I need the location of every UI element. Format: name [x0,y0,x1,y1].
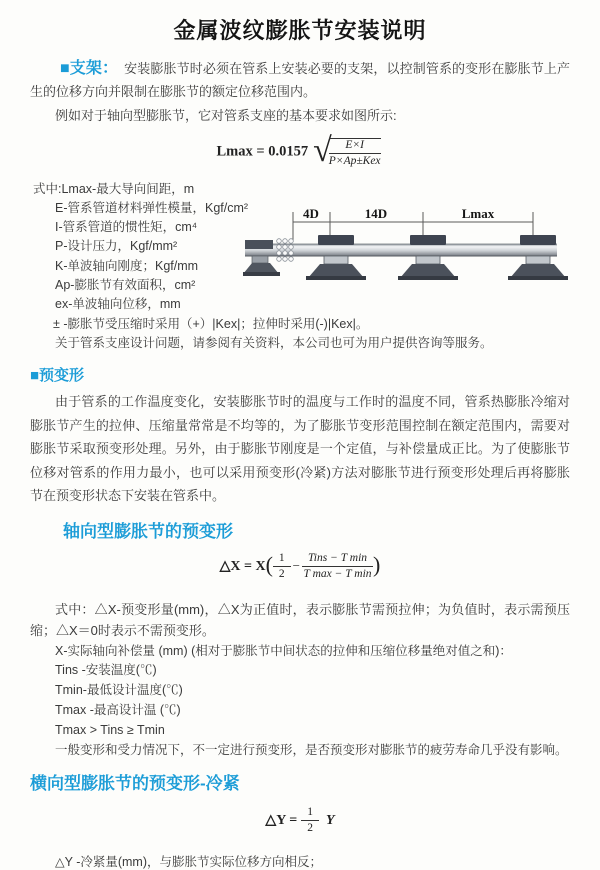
lmax-fraction-denominator: P×Ap±Kex [328,154,381,167]
support-example-text: 例如对于轴向型膨胀节，它对管系支座的基本要求如图所示: [55,108,397,123]
lateral-formula-lhs: △Y = [265,813,298,829]
support-intro-text: 安装膨胀节时必须在管系上安装必要的支架，以控制管系的变形在膨胀节上产生的位移方向并限制在膨胀节的额定位移范围内。 [30,61,570,99]
guide-support [306,235,366,280]
definition-line: Tmax > Tins ≥ Tmin [55,722,165,737]
lmax-formula-fraction [329,138,381,168]
guide-support [398,235,458,280]
definition-line: Tmin-最低设计温度(℃) [55,683,183,698]
document-content [0,14,600,870]
definition-line: P-设计压力，Kgf/mm² [55,239,178,254]
definition-line: Tmax -最高设计温 (℃) [55,703,181,718]
minus-operator: − [292,558,301,574]
axial-formula-explanation: 式中：△X-预变形量(mm)，△X为正值时，表示膨胀节需预拉伸；为负值时，表示需预压缩；△X＝0时表示不需预变形。 [30,601,570,639]
definition-line: ex-单波轴向位移，mm [55,297,181,312]
document-page [0,14,600,870]
definition-line: X-实际轴向补偿量 (mm) (相对于膨胀节中间状态的拉伸和压缩位移量绝对值之和)： [55,643,512,658]
support-section-label: ■支架： [60,60,119,77]
definition-line: 式中:Lmax-最大导向间距，m [33,181,195,196]
radical-icon: √ [313,131,332,169]
preform-body-text: 由于管系的工作温度变化，安装膨胀节时的温度与工作时的温度不同，管系热膨胀冷缩对膨胀节产生的拉伸、压缩量常常是不均等的，为了膨胀节变形范围控制在额定范围内，需要对膨胀节采取预变形处理。另外，由于膨胀节刚度是一个定值，与补偿量成正比。为了使膨胀节位移对管系的作用力最小，也可以采用预变形(冷紧)方法对膨胀节进行预变形处理后再将膨胀节在预变形状态下安装在管系中。 [30,394,570,504]
axial-closing-note: 一般变形和受力情况下，不一定进行预变形，是否预变形对膨胀节的疲劳寿命几乎没有影响。 [55,742,568,757]
lateral-preform-heading: 横向型膨胀节的预变形-冷紧 [30,774,240,794]
one-half-fraction [273,552,291,581]
pipe-support-diagram [243,204,595,299]
half-denominator: 2 [278,567,285,580]
lateral-half-denominator: 2 [307,822,314,835]
axial-formula-lhs: △X = X [219,558,266,574]
definition-line: Tins -安装温度(℃) [55,663,157,678]
temp-fraction-numerator: Tins − T min [302,552,373,567]
left-paren: ( [265,552,273,578]
lateral-half-fraction [301,806,319,835]
temp-fraction-denominator: T max − T min [303,567,372,580]
axial-symbol-definitions [30,642,570,761]
support-note: 关于管系支座设计问题，请参阅有关资料，本公司也可为用户提供咨询等服务。 [55,335,493,350]
lateral-formula-rhs: Y [326,812,335,828]
temperature-fraction [302,552,373,581]
definition-line: K-单波轴向刚度；Kgf/mm [55,258,199,273]
definition-line: E-管系管道材料弹性模量，Kgf/cm² [55,200,249,215]
lateral-preform-formula [30,806,570,840]
definition-line: I-管系管道的惯性矩，cm⁴ [55,220,198,235]
dimension-labels [303,206,495,221]
lateral-half-numerator: 1 [301,806,319,821]
dimension-label-lmax: Lmax [461,206,495,221]
preform-section-label: ■预变形 [30,367,85,385]
guide-support [508,235,568,280]
dimension-label-4d: 4D [303,206,319,221]
half-numerator: 1 [273,552,291,567]
lmax-fraction-numerator: E×I [329,139,381,154]
lmax-formula [30,131,570,173]
axial-preform-formula [30,552,570,592]
definition-line: ± -膨胀节受压缩时采用（+）|Kex|；拉伸时采用(-)|Kex|。 [53,316,369,331]
dimension-label-14d: 14D [364,206,388,221]
lateral-note-text: △Y -冷紧量(mm)，与膨胀节实际位移方向相反； [55,855,323,870]
page-title: 金属波纹膨胀节安装说明 [173,18,427,43]
right-paren: ) [373,552,381,578]
definition-line: Ap-膨胀节有效面积，cm² [55,277,196,292]
support-paragraph [30,58,570,103]
axial-preform-heading: 轴向型膨胀节的预变形 [63,521,233,541]
lmax-formula-lhs: Lmax = 0.0157 [216,143,309,159]
